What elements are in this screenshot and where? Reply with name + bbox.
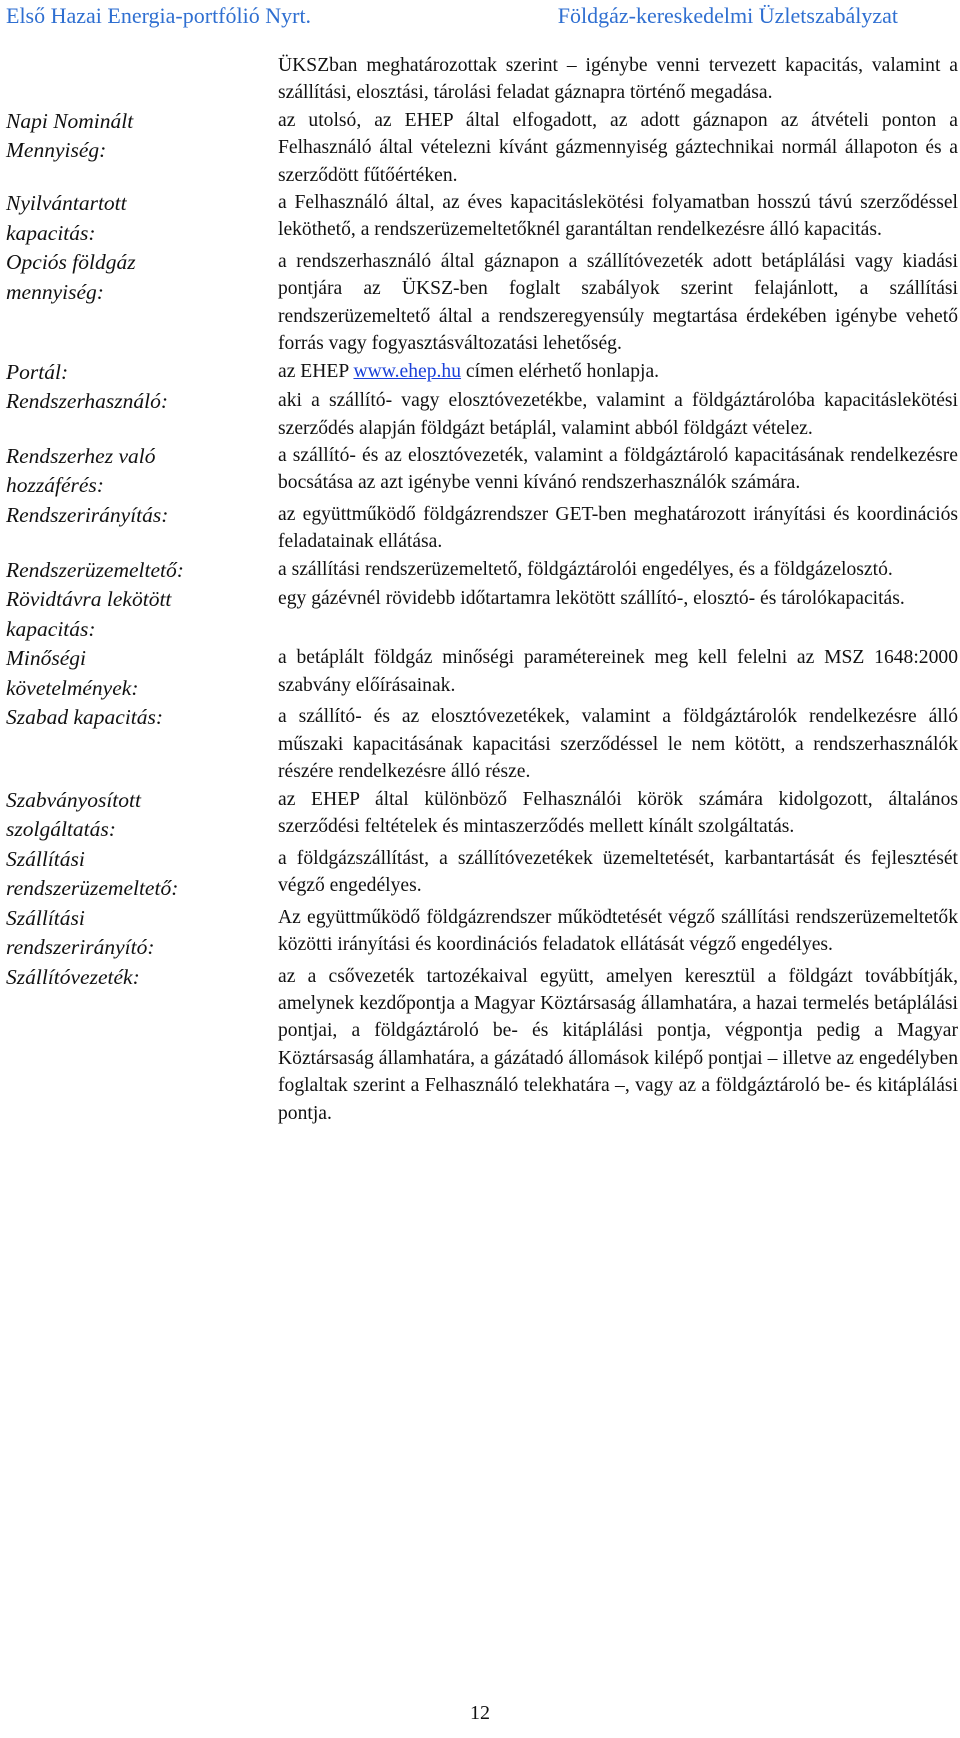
entry-rendszeriranyitas bbox=[6, 501, 960, 556]
entry-definition bbox=[278, 703, 958, 785]
entry-term: Nyilvántartott kapacitás: bbox=[6, 191, 127, 245]
entry-definition bbox=[278, 786, 958, 845]
definitions-list bbox=[6, 52, 960, 1127]
page-number: 12 bbox=[470, 1702, 490, 1724]
entry-definition bbox=[278, 904, 958, 963]
entry-term: Szállítási rendszerüzemeltető: bbox=[6, 846, 179, 900]
entry-term: Rendszerhasználó: bbox=[6, 389, 169, 414]
definition-text: a betáplált földgáz minőségi paramétereinek meg kell felelni az MSZ 1648:2000 szabvány előírásainak. bbox=[278, 647, 958, 696]
portal-link[interactable]: www.ehep.hu bbox=[353, 360, 462, 382]
entry-term: Rendszerüzemeltető: bbox=[6, 557, 184, 582]
definition-text: Az együttműködő földgázrendszer működtetését végző szállítási rendszerüzemeltetők közötti irányítási és koordinációs feladatok ellátását végző engedélyes. bbox=[278, 906, 958, 955]
definition-text: a rendszerhasználó által gáznapon a szállítóvezeték adott betáplálási vagy kiadási pontjára az ÜKSZ-ben foglalt szabályok szerint felajánlott, a szállítási rendszerüzemeltető által a rendszeregyensúly megtartása érdekében igénybe vehető forrás vagy fogyasztásváltozatási lehetőség. bbox=[278, 251, 958, 355]
entry-definition bbox=[278, 963, 958, 1127]
entry-term: Rövidtávra lekötött kapacitás: bbox=[6, 587, 172, 641]
entry-definition bbox=[278, 501, 958, 556]
definition-text: a szállító- és az elosztóvezeték, valamint a földgáztároló kapacitásának rendelkezésre bocsátása az azt igénybe venni kívánó rendszerhasználók számára. bbox=[278, 444, 958, 494]
entry-definition bbox=[278, 387, 958, 442]
entry-rovidtavra-lekotott-kapacitas bbox=[6, 585, 960, 644]
entry-term: Opciós földgáz mennyiség: bbox=[6, 250, 136, 304]
entry-definition bbox=[278, 644, 958, 703]
entry-term: Szállítási rendszerirányító: bbox=[6, 905, 155, 959]
entry-term: Rendszerhez való hozzáférés: bbox=[6, 443, 156, 498]
entry-term: Szabad kapacitás: bbox=[6, 705, 164, 730]
entry-napi-nominalt-mennyiseg bbox=[6, 107, 960, 189]
definition-text: az utolsó, az EHEP által elfogadott, az adott gáznapon az átvételi ponton a Felhasználó által vételezni kívánt gázmennyiség gáztechnikai normál állapoton és a szerződött fűtőértéken. bbox=[278, 109, 958, 186]
header-company-name: Első Hazai Energia-portfólió Nyrt. bbox=[6, 3, 312, 28]
entry-szallitasi-rendszeruzemelteto bbox=[6, 845, 960, 904]
entry-szallitovezetek bbox=[6, 963, 960, 1127]
definition-text: a földgázszállítást, a szállítóvezetékek üzemeltetését, karbantartását és fejlesztését végző engedélyes. bbox=[278, 847, 958, 896]
definition-prefix: az EHEP bbox=[278, 360, 354, 382]
entry-term: Minőségi követelmények: bbox=[6, 646, 139, 700]
definition-text: az együttműködő földgázrendszer GET-ben meghatározott irányítási és koordinációs feladatainak ellátása. bbox=[278, 503, 958, 553]
entry-definition bbox=[278, 107, 958, 189]
definition-text: a szállítási rendszerüzemeltető, földgáztárolói engedélyes, és a földgázelosztó. bbox=[278, 558, 893, 580]
entry-minosegi-kovetelmenyek bbox=[6, 644, 960, 703]
entry-definition bbox=[278, 585, 958, 644]
entry-definition bbox=[278, 358, 958, 388]
definition-text: az EHEP által különböző Felhasználói körök számára kidolgozott, általános szerződési feltételek és mintaszerződés mellett kínált szolgáltatás. bbox=[278, 788, 958, 837]
entry-rendszerhez-valo-hozzaferes bbox=[6, 442, 960, 501]
definition-text bbox=[278, 358, 958, 385]
continuation-entry bbox=[6, 52, 960, 107]
definition-text: egy gázévnél rövidebb időtartamra lekötött szállító-, elosztó- és tárolókapacitás. bbox=[278, 588, 905, 610]
definition-text: a szállító- és az elosztóvezetékek, valamint a földgáztárolók rendelkezésre álló műszaki kapacitásának kapacitási szerződéssel le nem kötött, a rendszerhasználók részére rendelkezésre álló része. bbox=[278, 706, 958, 783]
entry-definition bbox=[278, 248, 958, 358]
entry-definition bbox=[278, 556, 958, 586]
definition-text: az a csővezeték tartozékaival együtt, amelyen keresztül a földgázt továbbítják, amelynek kezdőpontja a Magyar Köztársaság államhatára, a hazai termelés betáplálási pontjai, a földgáztároló be- és kitáplálási pontja, végpontja pedig a Magyar Köztársaság államhatára, a gázátadó állomások kilépő pontjai – illetve az engedélyben foglaltak szerint a Felhasználó telekhatára –, vagy az a földgáztároló be- és kitáplálási pontja. bbox=[278, 965, 958, 1124]
entry-nyilvantartott-kapacitas bbox=[6, 189, 960, 248]
entry-definition bbox=[278, 189, 958, 248]
entry-term: Szállítóvezeték: bbox=[6, 964, 140, 989]
entry-definition bbox=[278, 442, 958, 501]
entry-szabad-kapacitas bbox=[6, 703, 960, 785]
entry-term: Szabványosított szolgáltatás: bbox=[6, 787, 141, 841]
definition-text: a Felhasználó által, az éves kapacitáslekötési folyamatban hosszú távú szerződéssel leköthető, a rendszerüzemeltetőknél garantáltan rendelkezésre álló kapacitás. bbox=[278, 192, 958, 241]
definition-text: ÜKSZban meghatározottak szerint – igénybe venni tervezett kapacitás, valamint a szállítási, elosztási, tárolási feladat gáznapra történő megadása. bbox=[278, 55, 958, 104]
entry-szabvanyositott-szolgaltatas bbox=[6, 786, 960, 845]
entry-term: Portál: bbox=[6, 359, 69, 384]
entry-definition bbox=[278, 52, 958, 107]
entry-rendszeruzemelteto bbox=[6, 556, 960, 586]
definition-suffix: címen elérhető honlapja. bbox=[461, 360, 660, 382]
header-document-title: Földgáz-kereskedelmi Üzletszabályzat bbox=[557, 3, 898, 28]
entry-szallitasi-rendszeriranyito bbox=[6, 904, 960, 963]
definition-text: aki a szállító- vagy elosztóvezetékbe, valamint a földgáztárolóba kapacitáslekötési szerződés alapján földgázt betáplál, valamint abból földgázt vételez. bbox=[278, 390, 958, 439]
entry-opcios-foldgaz-mennyiseg bbox=[6, 248, 960, 358]
entry-definition bbox=[278, 845, 958, 904]
entry-rendszerhasznalo bbox=[6, 387, 960, 442]
entry-portal bbox=[6, 358, 960, 388]
entry-term bbox=[6, 52, 278, 107]
entry-term: Napi Nominált Mennyiség: bbox=[6, 108, 134, 163]
page-header bbox=[0, 0, 960, 30]
entry-term: Rendszerirányítás: bbox=[6, 502, 169, 527]
